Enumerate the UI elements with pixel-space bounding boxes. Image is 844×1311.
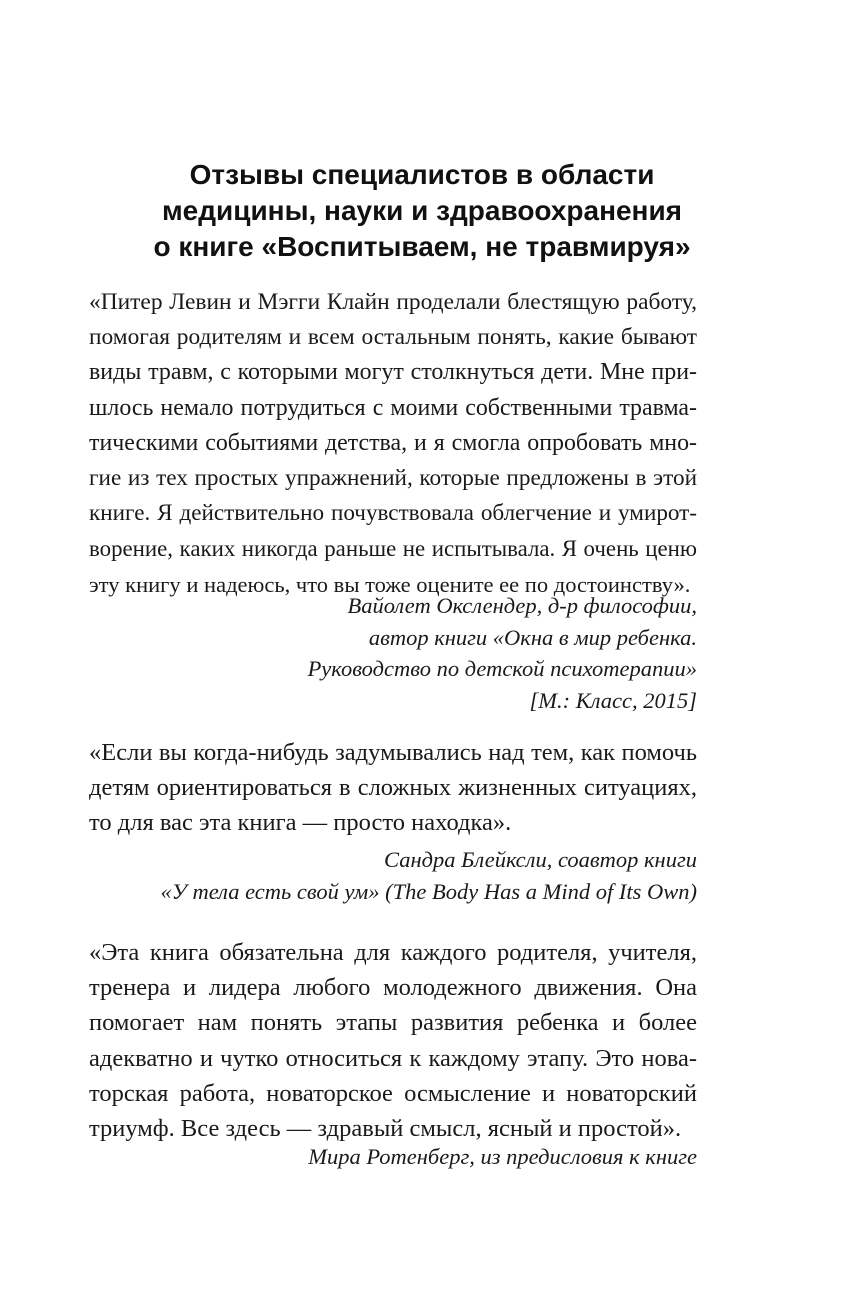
quote-line: гие из тех простых упражнений, которые предложены в этой <box>89 465 697 492</box>
quote-line: книге. Я действительно почувствовала облегчение и умирот- <box>89 500 697 527</box>
title-line: медицины, науки и здравоохранения <box>161 195 683 226</box>
attribution-line: Сандра Блейксли, соавтор книги <box>384 847 697 872</box>
quote-line: триумф. Все здесь — здравый смысл, ясный и простой». <box>89 1115 682 1143</box>
attribution-line: [М.: Класс, 2015] <box>529 687 697 713</box>
quote-line: эту книгу и надеюсь, что вы тоже оцените ее по достоинству». <box>89 571 691 597</box>
page-title <box>60 157 784 265</box>
attribution-line: Мира Ротенберг, из предисловия к книге <box>308 1144 697 1169</box>
quote-line: тренера и лидера любого молодежного движения. Она <box>89 974 697 1002</box>
quote-line: «Если вы когда-нибудь задумывались над тем, как помочь <box>89 739 697 766</box>
quote-line: виды травм, с которыми могут столкнуться дети. Мне при- <box>89 359 697 386</box>
quote-line: торская работа, новаторское осмысление и новаторский <box>89 1079 697 1107</box>
quote-line: помогая родителям и всем остальным понять, какие бывают <box>89 324 697 351</box>
testimonial-quote <box>89 935 697 1146</box>
attribution-line: Руководство по детской психотерапии» <box>307 656 697 681</box>
testimonial-quote <box>89 285 697 602</box>
quote-line: ворение, каких никогда раньше не испытывала. Я очень ценю <box>89 536 697 562</box>
quote-line: детям ориентироваться в сложных жизненных ситуациях, <box>89 774 697 802</box>
quote-line: «Питер Левин и Мэгги Клайн проделали блестящую работу, <box>89 289 697 315</box>
quote-line: адекватно и чутко относиться к каждому этапу. Это нова- <box>89 1044 697 1072</box>
title-line: о книге «Воспитываем, не травмируя» <box>153 231 691 262</box>
testimonial-attribution <box>89 590 697 716</box>
testimonial-attribution <box>89 844 697 907</box>
quote-line: шлось немало потрудиться с моими собственными травма- <box>89 394 697 421</box>
quote-line: тическими событиями детства, и я смогла опробовать мно- <box>89 429 697 456</box>
testimonial-attribution <box>89 1141 697 1173</box>
title-line: Отзывы специалистов в области <box>189 159 655 190</box>
attribution-line: автор книги «Окна в мир ребенка. <box>368 624 697 650</box>
quote-line: помогает нам понять этапы развития ребенка и более <box>89 1009 697 1037</box>
attribution-line: «У тела есть свой ум» (The Body Has a Mind of Its Own) <box>160 878 697 904</box>
quote-line: то для вас эта книга — просто находка». <box>89 809 512 837</box>
testimonial-quote <box>89 735 697 841</box>
attribution-line: Вайолет Окслендер, д-р философии, <box>347 593 697 618</box>
quote-line: «Эта книга обязательна для каждого родителя, учителя, <box>89 939 697 966</box>
